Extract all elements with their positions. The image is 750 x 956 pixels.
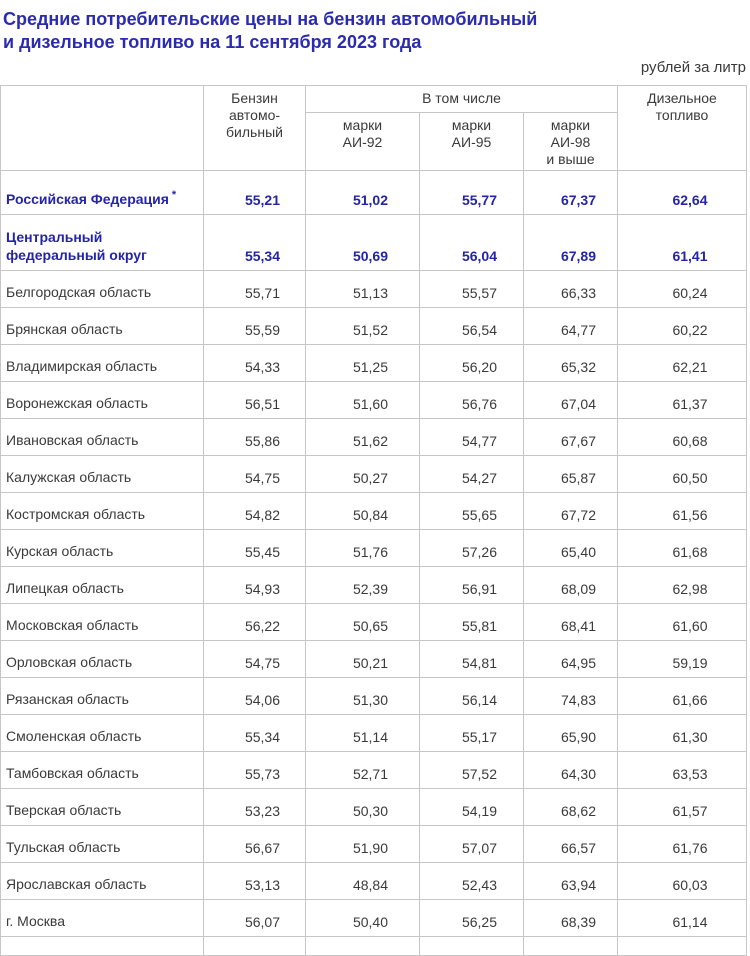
col-header-diesel: Дизельное топливо — [618, 86, 747, 171]
price-cell: 54,82 — [204, 493, 306, 530]
price-cell: 61,14 — [618, 900, 747, 937]
price-cell: 55,86 — [204, 419, 306, 456]
price-cell: 50,21 — [306, 641, 420, 678]
price-cell: 54,75 — [204, 456, 306, 493]
units-label: рублей за литр — [640, 59, 746, 76]
price-cell: 64,77 — [524, 308, 618, 345]
price-cell: 55,59 — [204, 308, 306, 345]
price-cell: 66,57 — [524, 826, 618, 863]
price-cell: 68,09 — [524, 567, 618, 604]
price-cell: 61,41 — [618, 215, 747, 271]
table-header — [1, 86, 747, 171]
price-cell: 52,39 — [306, 567, 420, 604]
table-row — [1, 271, 747, 308]
price-cell: 62,98 — [618, 567, 747, 604]
table-row — [1, 345, 747, 382]
price-cell: 55,17 — [420, 715, 524, 752]
table-row — [1, 678, 747, 715]
region-name: Рязанская область — [1, 678, 204, 715]
col-header-including: В том числе — [306, 86, 618, 113]
price-cell: 51,90 — [306, 826, 420, 863]
price-cell: 54,06 — [204, 678, 306, 715]
price-cell: 51,30 — [306, 678, 420, 715]
price-cell: 56,67 — [204, 826, 306, 863]
price-cell: 61,56 — [618, 493, 747, 530]
price-cell: 68,39 — [524, 900, 618, 937]
price-cell: 54,77 — [420, 419, 524, 456]
price-cell: 67,67 — [524, 419, 618, 456]
price-cell: 55,71 — [204, 271, 306, 308]
price-cell: 55,34 — [204, 715, 306, 752]
region-name: Тульская область — [1, 826, 204, 863]
price-cell: 63,94 — [524, 863, 618, 900]
table-row — [1, 567, 747, 604]
table-row — [1, 752, 747, 789]
price-cell: 50,65 — [306, 604, 420, 641]
price-cell: 60,03 — [618, 863, 747, 900]
price-cell: 55,65 — [420, 493, 524, 530]
price-cell: 60,24 — [618, 271, 747, 308]
price-cell: 53,13 — [204, 863, 306, 900]
page — [0, 8, 750, 956]
price-cell: 56,22 — [204, 604, 306, 641]
table-row — [1, 171, 747, 215]
price-cell: 55,77 — [420, 171, 524, 215]
price-cell: 66,33 — [524, 271, 618, 308]
price-cell: 62,64 — [618, 171, 747, 215]
region-name: Тамбовская область — [1, 752, 204, 789]
region-name: Воронежская область — [1, 382, 204, 419]
table-row — [1, 641, 747, 678]
price-cell: 67,37 — [524, 171, 618, 215]
region-name: Брянская область — [1, 308, 204, 345]
price-cell: 51,60 — [306, 382, 420, 419]
price-cell: 61,37 — [618, 382, 747, 419]
table-row — [1, 530, 747, 567]
price-cell: 61,60 — [618, 604, 747, 641]
table-row — [1, 308, 747, 345]
price-cell: 55,73 — [204, 752, 306, 789]
price-cell: 50,40 — [306, 900, 420, 937]
region-name: Российская Федерация * — [1, 171, 204, 215]
region-name: Центральный федеральный округ — [1, 215, 204, 271]
col-header-gasoline: Бензин автомо- бильный — [204, 86, 306, 171]
price-cell: 55,34 — [204, 215, 306, 271]
region-name: Московская область — [1, 604, 204, 641]
price-cell: 67,89 — [524, 215, 618, 271]
price-cell: 48,84 — [306, 863, 420, 900]
price-cell: 56,20 — [420, 345, 524, 382]
price-cell: 68,41 — [524, 604, 618, 641]
table-row — [1, 382, 747, 419]
region-name: Ивановская область — [1, 419, 204, 456]
region-name: г. Москва — [1, 900, 204, 937]
price-cell: 57,52 — [420, 752, 524, 789]
price-cell: 55,57 — [420, 271, 524, 308]
price-cell: 65,87 — [524, 456, 618, 493]
price-cell: 56,25 — [420, 900, 524, 937]
price-cell: 74,83 — [524, 678, 618, 715]
price-cell: 50,27 — [306, 456, 420, 493]
price-cell: 55,45 — [204, 530, 306, 567]
price-table — [0, 85, 747, 956]
price-cell: 51,14 — [306, 715, 420, 752]
table-body — [1, 171, 747, 956]
price-cell: 63,53 — [618, 752, 747, 789]
col-header-region — [1, 86, 204, 171]
price-cell: 61,66 — [618, 678, 747, 715]
price-cell: 65,90 — [524, 715, 618, 752]
table-row — [1, 456, 747, 493]
table-row — [1, 493, 747, 530]
price-cell: 51,52 — [306, 308, 420, 345]
region-name: Ярославская область — [1, 863, 204, 900]
price-cell: 54,33 — [204, 345, 306, 382]
price-cell: 62,21 — [618, 345, 747, 382]
price-cell: 54,93 — [204, 567, 306, 604]
table-row-cutoff — [1, 937, 747, 956]
region-name: Липецкая область — [1, 567, 204, 604]
price-cell: 60,22 — [618, 308, 747, 345]
table-row — [1, 863, 747, 900]
page-title-line1: Средние потребительские цены на бензин автомобильный — [3, 9, 538, 29]
region-name: Орловская область — [1, 641, 204, 678]
col-header-ai92: марки АИ-92 — [306, 113, 420, 171]
price-cell: 67,72 — [524, 493, 618, 530]
price-cell: 65,40 — [524, 530, 618, 567]
price-cell: 50,69 — [306, 215, 420, 271]
price-cell: 61,76 — [618, 826, 747, 863]
table-row — [1, 715, 747, 752]
price-cell: 54,27 — [420, 456, 524, 493]
price-cell: 61,30 — [618, 715, 747, 752]
price-cell: 61,57 — [618, 789, 747, 826]
region-name: Смоленская область — [1, 715, 204, 752]
col-header-ai98: марки АИ-98 и выше — [524, 113, 618, 171]
region-name: Белгородская область — [1, 271, 204, 308]
price-cell: 52,43 — [420, 863, 524, 900]
price-cell: 68,62 — [524, 789, 618, 826]
price-cell: 52,71 — [306, 752, 420, 789]
price-cell: 56,76 — [420, 382, 524, 419]
region-name: Владимирская область — [1, 345, 204, 382]
price-cell: 51,76 — [306, 530, 420, 567]
price-cell: 67,04 — [524, 382, 618, 419]
price-cell: 56,54 — [420, 308, 524, 345]
price-cell: 56,51 — [204, 382, 306, 419]
price-cell: 65,32 — [524, 345, 618, 382]
region-name: Курская область — [1, 530, 204, 567]
table-row — [1, 215, 747, 271]
price-cell: 59,19 — [618, 641, 747, 678]
region-name: Тверская область — [1, 789, 204, 826]
price-cell: 54,81 — [420, 641, 524, 678]
price-cell: 54,19 — [420, 789, 524, 826]
price-cell: 55,81 — [420, 604, 524, 641]
price-cell: 61,68 — [618, 530, 747, 567]
table-row — [1, 789, 747, 826]
price-cell: 55,21 — [204, 171, 306, 215]
price-cell: 60,50 — [618, 456, 747, 493]
footnote-marker: * — [171, 189, 177, 202]
price-cell: 56,91 — [420, 567, 524, 604]
page-title-line2: и дизельное топливо на 11 сентября 2023 года — [3, 32, 422, 52]
price-cell: 50,30 — [306, 789, 420, 826]
price-cell: 51,02 — [306, 171, 420, 215]
price-cell: 64,95 — [524, 641, 618, 678]
price-cell: 56,14 — [420, 678, 524, 715]
price-cell: 57,26 — [420, 530, 524, 567]
table-row — [1, 604, 747, 641]
price-cell: 60,68 — [618, 419, 747, 456]
price-cell: 57,07 — [420, 826, 524, 863]
price-cell: 56,04 — [420, 215, 524, 271]
table-row — [1, 826, 747, 863]
price-cell: 51,62 — [306, 419, 420, 456]
price-cell: 50,84 — [306, 493, 420, 530]
price-cell: 51,13 — [306, 271, 420, 308]
table-row — [1, 900, 747, 937]
region-name: Калужская область — [1, 456, 204, 493]
price-cell: 51,25 — [306, 345, 420, 382]
price-cell: 64,30 — [524, 752, 618, 789]
price-cell: 56,07 — [204, 900, 306, 937]
col-header-ai95: марки АИ-95 — [420, 113, 524, 171]
page-title — [3, 8, 750, 54]
price-cell: 53,23 — [204, 789, 306, 826]
price-cell: 54,75 — [204, 641, 306, 678]
table-row — [1, 419, 747, 456]
region-name: Костромская область — [1, 493, 204, 530]
